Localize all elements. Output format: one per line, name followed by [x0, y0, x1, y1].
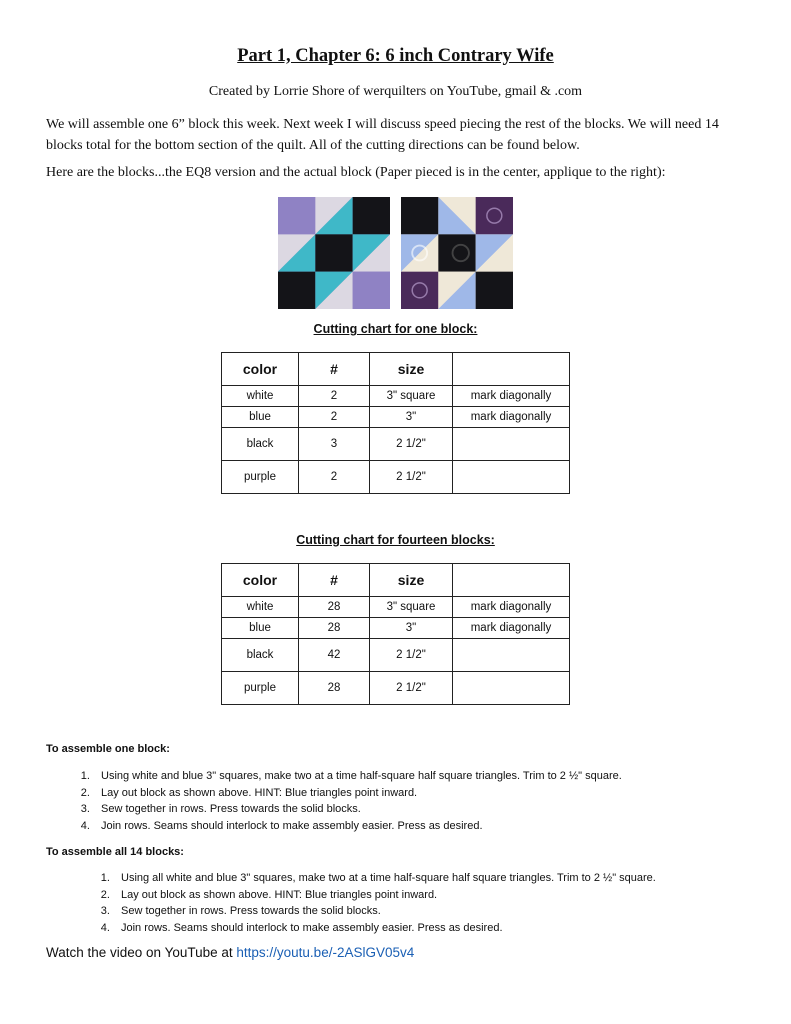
cell-note — [453, 639, 570, 672]
cell-count: 42 — [299, 639, 370, 672]
header-count: # — [299, 353, 370, 386]
eq8-black-square — [353, 197, 390, 234]
list-item: 4. Join rows. Seams should interlock to make assembly easier. Press as desired. — [93, 818, 783, 835]
actual-black-square — [476, 272, 513, 309]
cell-note: mark diagonally — [453, 386, 570, 407]
eq8-block-image — [278, 197, 390, 309]
cell-note: mark diagonally — [453, 407, 570, 428]
table-row — [222, 428, 570, 461]
chart-one-block-title: Cutting chart for one block: — [313, 322, 478, 336]
cell-note — [453, 461, 570, 494]
assemble-all-title: To assemble all 14 blocks: — [46, 846, 184, 858]
actual-black-square — [401, 197, 438, 234]
youtube-video-link[interactable]: https://youtu.be/-2ASlGV05v4 — [236, 945, 415, 960]
table-row — [222, 672, 570, 705]
list-item: 3. Sew together in rows. Press towards the solid blocks. — [113, 903, 791, 920]
actual-black-square — [438, 234, 475, 271]
eq8-purple-square — [278, 197, 315, 234]
cell-color: purple — [222, 672, 299, 705]
assemble-one-title: To assemble one block: — [46, 743, 170, 755]
table-row — [222, 407, 570, 428]
table-row — [222, 639, 570, 672]
cell-count: 3 — [299, 428, 370, 461]
eq8-black-square — [315, 234, 352, 271]
list-item: 1. Using all white and blue 3" squares, make two at a time half-square half square triangles. Trim to 2 ½" square. — [113, 870, 791, 887]
intro-paragraph: We will assemble one 6” block this week. Next week I will discuss speed piecing the rest of the blocks. We will need 14 blocks total for the bottom section of the quilt. All of the cutting directions can be found below. — [46, 117, 719, 153]
header-size: size — [370, 564, 453, 597]
cell-note — [453, 428, 570, 461]
cell-count: 28 — [299, 618, 370, 639]
assemble-one-steps — [71, 768, 783, 834]
cell-color: blue — [222, 618, 299, 639]
cell-size: 2 1/2" — [370, 428, 453, 461]
footer-text: Watch the video on YouTube at — [46, 945, 237, 960]
table-header-row — [222, 353, 570, 386]
actual-purple-square — [476, 197, 513, 234]
cell-color: black — [222, 428, 299, 461]
cell-count: 28 — [299, 597, 370, 618]
cell-count: 2 — [299, 386, 370, 407]
chart-fourteen-blocks-title: Cutting chart for fourteen blocks: — [296, 533, 495, 547]
cell-note — [453, 672, 570, 705]
header-color: color — [222, 564, 299, 597]
page-title: Part 1, Chapter 6: 6 inch Contrary Wife — [237, 46, 554, 66]
cell-note: mark diagonally — [453, 597, 570, 618]
list-item: 2. Lay out block as shown above. HINT: Blue triangles point inward. — [113, 887, 791, 904]
header-count: # — [299, 564, 370, 597]
list-item: 4. Join rows. Seams should interlock to make assembly easier. Press as desired. — [113, 920, 791, 937]
cell-size: 3" square — [370, 597, 453, 618]
table-header-row — [222, 564, 570, 597]
header-color: color — [222, 353, 299, 386]
eq8-purple-square — [353, 272, 390, 309]
list-item: 3. Sew together in rows. Press towards the solid blocks. — [93, 801, 783, 818]
cell-note: mark diagonally — [453, 618, 570, 639]
cell-size: 2 1/2" — [370, 461, 453, 494]
cell-color: purple — [222, 461, 299, 494]
cell-color: white — [222, 597, 299, 618]
cell-size: 2 1/2" — [370, 672, 453, 705]
assemble-all-steps — [91, 870, 791, 936]
cell-count: 28 — [299, 672, 370, 705]
cutting-chart-one-block — [221, 352, 570, 494]
header-note — [453, 353, 570, 386]
cell-color: white — [222, 386, 299, 407]
blocks-caption: Here are the blocks...the EQ8 version and the actual block (Paper pieced is in the center, applique to the right): — [46, 165, 666, 180]
cell-color: blue — [222, 407, 299, 428]
header-size: size — [370, 353, 453, 386]
cell-size: 3" square — [370, 386, 453, 407]
cell-size: 3" — [370, 407, 453, 428]
cutting-chart-fourteen-blocks — [221, 563, 570, 705]
cell-size: 2 1/2" — [370, 639, 453, 672]
eq8-black-square — [278, 272, 315, 309]
byline: Created by Lorrie Shore of werquilters on YouTube, gmail & .com — [208, 84, 583, 99]
list-item: 1. Using white and blue 3" squares, make two at a time half-square half square triangles. Trim to 2 ½" square. — [93, 768, 783, 785]
cell-count: 2 — [299, 461, 370, 494]
cell-count: 2 — [299, 407, 370, 428]
actual-purple-square — [401, 272, 438, 309]
table-row — [222, 461, 570, 494]
video-footer — [46, 945, 414, 960]
list-item: 2. Lay out block as shown above. HINT: Blue triangles point inward. — [93, 785, 783, 802]
table-row — [222, 618, 570, 639]
cell-color: black — [222, 639, 299, 672]
table-row — [222, 386, 570, 407]
cell-size: 3" — [370, 618, 453, 639]
table-row — [222, 597, 570, 618]
header-note — [453, 564, 570, 597]
actual-block-photo — [401, 197, 513, 309]
